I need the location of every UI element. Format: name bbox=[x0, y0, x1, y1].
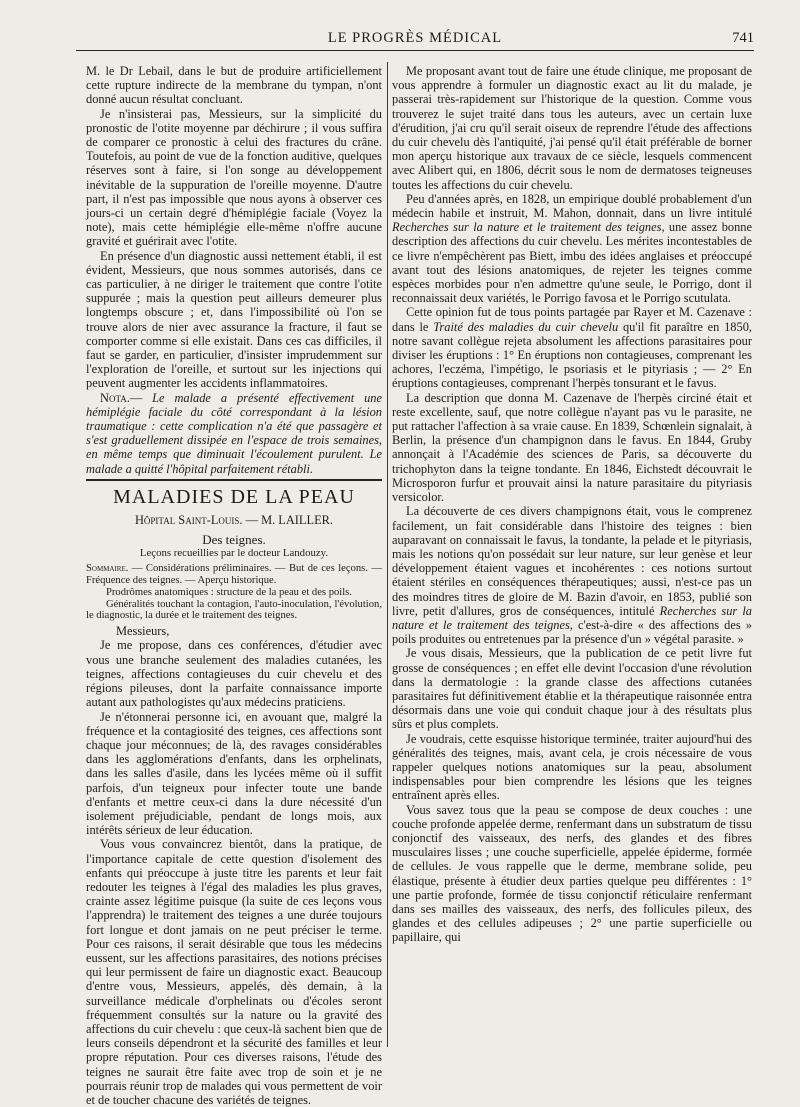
paragraph: En présence d'un diagnostic aussi nettement établi, il est évident, Messieurs, que nous sommes autorisés, dans ce cas particulier, à ne diriger le traitement que contre l'otite suppurée ; mais la question peut ailleurs demeurer plus longtemps obscure ; et, dans l'impossibilité où l'on se trouve alors de nier avec assurance la fracture, il faut se comporter comme si elle existait. Dans ces cas difficiles, il faut se garder, en particulier, d'insister imprudemment sur l'exploration de l'oreille, et surtout sur les injections qui peuvent augmenter les accidents inflammatoires. bbox=[86, 248, 382, 391]
column-divider bbox=[387, 62, 388, 1047]
paragraph: Je vous disais, Messieurs, que la publication de ce petit livre fut grosse de conséquences ; en effet elle devint l'occasion d'une révolution dans la dermatologie : la grande classe des affections cutanées parasitaires fut définitivement établie et la thérapeutique raisonnée entra désormais dans une voie qui conduit chaque jour à des résultats plus sûrs et plus complets. bbox=[392, 646, 752, 732]
note-text: Le malade a présenté effectivement une hémiplégie faciale du côté correspondant à la lésion traumatique : cette complication n'a été que passagère et s'est graduellement dissipée en l'espace de trois semaines, en même temps que diminuait l'écoulement purulent. Le malade a quitté l'hôpital parfaitement rétabli. bbox=[86, 390, 382, 476]
journal-title: LE PROGRÈS MÉDICAL bbox=[327, 30, 503, 46]
book-title: Recherches sur la nature et le traitement des teignes, bbox=[392, 603, 752, 632]
left-column bbox=[86, 64, 382, 1107]
page-number: 741 bbox=[732, 30, 754, 46]
paragraph: Me proposant avant tout de faire une étude clinique, me proposant de vous apprendre à formuler un diagnostic exact au lit du malade, je passerai très-rapidement sur l'historique de la question. Comme vous trouverez le sujet traité dans tous les auteurs, avec un certain luxe d'érudition, j'ai cru qu'il serait oiseux de reprendre l'étude des affections du cuir chevelu dès l'antiquité, j'ai pensé qu'il était préférable de borner mon aperçu historique aux travaux de ce siècle, lesquels commencent avec Alibert qui, en 1806, décrit sous le nom de dermatoses teigneuses toutes les affections du cuir chevelu. bbox=[392, 64, 752, 192]
text-run: Cette opinion fut de tous points partagée par Rayer et M. Cazenave : dans le bbox=[392, 305, 752, 334]
summary-line: Généralités touchant la contagion, l'auto-inoculation, l'évolution, le diagnostic, la durée et le traitement des teignes. bbox=[86, 598, 382, 622]
section-title: MALADIES DE LA PEAU bbox=[113, 485, 355, 508]
right-column bbox=[392, 64, 752, 945]
hospital-line: Hôpital Saint-Louis. — M. LAILLER. bbox=[134, 512, 333, 527]
paragraph: Je n'insisterai pas, Messieurs, sur la simplicité du pronostic de l'otite moyenne par déchirure ; il vous suffira de comparer ce pronostic à celui des fractures du crâne. Toutefois, au point de vue de la fonction auditive, quelques réserves sont à faire, si l'on songe au développement inévitable de la suppuration de l'oreille moyenne. D'autre part, il n'est pas impossible que nous ayons à observer ces jours-ci un certain degré d'hémiplégie faciale (Voyez la note), mais cette hémiplégie elle-même n'offre aucune gravité et guérirait avec l'otite. bbox=[86, 106, 382, 249]
salutation: Messieurs, bbox=[116, 624, 170, 639]
lecture-subtitle: Leçons recueillies par le docteur Landouzy. bbox=[139, 547, 329, 560]
text-run: La découverte de ces divers champignons était, vous le comprenez facilement, un fait considérable dans l'histoire des teignes : bien auparavant on connaissait le favus, la tondante, la pelade et le pityriasis, mais les notions qu'on possédait sur leur nature, sur leur genèse et leur développement étaient vagues et incohérentes : ces notions surtout étaient stériles en conséquences thérapeutiques; aussi, n'est-ce pas un des moindres titres de gloire de M. Bazin d'avoir, en 1853, publié son livre, petit d'allures, gros de conséquences, intitulé bbox=[392, 504, 752, 618]
book-title: Recherches sur la nature et le traitement des teignes bbox=[392, 220, 662, 235]
note-label: Nota.— bbox=[100, 390, 143, 405]
book-title: Traité des maladies du cuir chevelu bbox=[433, 319, 619, 334]
paragraph: M. le Dr Lebail, dans le but de produire artificiellement cette rupture indirecte de la membrane du tympan, n'ont donné aucun résultat concluant. bbox=[86, 64, 382, 107]
paragraph: Vous savez tous que la peau se compose de deux couches : une couche profonde appelée derme, renfermant dans un substratum de tissu conjonctif des vaisseaux, des nerfs, des glandes et des fibres musculaires lisses ; une couche superficielle, appelée épiderme, formée de cellules. Je vous rappelle que le derme, membrane solide, peu élastique, présente à étudier deux parties quelque peu différentes : 1° une partie profonde, formée de tissu conjonctif réticulaire renfermant dans ses mailles des vaisseaux, des nerfs, des follicules pileux, des glandes et des cellules adipeuses ; 2° une partie superficielle ou papillaire, qui bbox=[392, 802, 752, 945]
summary-label: Sommaire. bbox=[86, 563, 129, 575]
paragraph bbox=[392, 504, 752, 646]
text-run: c'est-à-dire « des affections des » poils produites ou entretenues par la présence d'un » végétal parasite. » bbox=[392, 617, 752, 647]
paragraph: La description que donna M. Cazenave de l'herpès circiné était et reste excellente, sauf, que notre collègue n'ayant pas vu le parasite, ne put rattacher l'affection à sa vraie cause. En 1839, Schœnlein signalait, à Berlin, la présence d'un champignon dans le favus. En 1844, Gruby annonçait à l'Académie des sciences de Paris, sa découverte du trichophyton dans la teigne tondante. En 1846, Eichstedt découvrait le Microsporon furfur et prouvait ainsi la nature parasitaire du pityriasis versicolor. bbox=[392, 390, 752, 505]
summary-text: — Considérations préliminaires. — But de ces leçons. — Fréquence des teignes. — Aperçu historique. bbox=[86, 563, 382, 587]
section-rule bbox=[86, 479, 382, 481]
summary bbox=[86, 563, 382, 622]
paragraph: Vous vous convaincrez bientôt, dans la pratique, de l'importance capitale de cette question d'isolement des enfants qui préoccupe à juste titre les parents et leur fait redouter les teignes à l'égal des maladies les plus graves, crainte assez légitime puisque (la suite de ces leçons vous l'apprendra) le traitement des teignes a une durée toujours fort longue et dont jamais on ne peut préciser le terme. Pour ces raisons, il serait désirable que tous les médecins eussent, sur les affections parasitaires, des notions précises qui leur permissent de faire un diagnostic exact. Beaucoup d'entre vous, Messieurs, appelés, dès demain, à la surveillance médicale d'orphelinats ou d'écoles seront fréquemment consultés sur la nature ou la gravité des affections du cuir chevelu : que ceux-là sachent bien que de leurs conseils dépendront et la sécurité des familles et leur propre réputation. Pour ces diverses raisons, l'étude des teignes ne saurait être faite avec trop de soin et je ne pourrais réunir trop de malades qui vous permettent de voir et de toucher chacune des variétés de teignes. bbox=[86, 837, 382, 1107]
note bbox=[86, 391, 382, 476]
text-run: qu'il fit paraître en 1850, notre savant collègue rejeta absolument les affections parasitaires pour diviser les éruptions : 1° En éruptions non contagieuses, comprenant les achores, l'eczéma, l'impétigo, le psoriasis et le pityriasis ; — 2° En éruptions contagieuses, comprenant l'herpès tonsurant et le favus. bbox=[392, 319, 752, 391]
paragraph: Je me propose, dans ces conférences, d'étudier avec vous une branche seulement des maladies cutanées, les teignes, affections contagieuses du cuir chevelu et des régions pileuses, dont la parfaite connaissance importe autant aux pathologistes qu'aux médecins praticiens. bbox=[86, 638, 382, 710]
paragraph: Je voudrais, cette esquisse historique terminée, traiter aujourd'hui des généralités des teignes, mais, avant cela, je crois nécessaire de vous rappeler quelques notions anatomiques sur la peau, absolument indispensables pour bien comprendre les lésions que les teignes entraînent après elles. bbox=[392, 731, 752, 803]
text-run: Peu d'années après, en 1828, un empirique doublé probablement d'un médecin habile et instruit, M. Mahon, donnait, dans un livre intitulé bbox=[392, 191, 752, 221]
summary-line bbox=[86, 563, 382, 587]
paragraph: Je n'étonnerai personne ici, en avouant que, malgré la fréquence et la contagiosité des teignes, ces affections sont chaque jour méconnues; de là, des ravages considérables dans les agglomérations d'enfants, dans les orphelinats, dans les salles d'asile, dans les lycées même où il suffit parfois, d'un teigneux pour infecter toute une bande d'enfants et mettre ceux-ci dans la dure nécessité d'un isolement préjudiciable, pendant de longs mois, aux intérêts sérieux de leur éducation. bbox=[86, 709, 382, 838]
paragraph bbox=[392, 192, 752, 306]
lecture-title: Des teignes. bbox=[202, 532, 266, 548]
summary-line: Prodrômes anatomiques : structure de la peau et des poils. bbox=[106, 586, 352, 598]
text-run: , une assez bonne description des affections du cuir chevelu. Les mérites incontestables de ce livre n'empêchèrent pas Biett, imbu des idées anglaises et préoccupé avant tout des lésions anatomiques, de rejeter les teignes comme espèces morbides pour n'en admettre qu'une seule, le Porrigo, dont il reconnaissait deux variétés, le Porrigo favosa et le Porrigo scutulata. bbox=[392, 220, 752, 306]
running-header bbox=[76, 28, 754, 51]
paragraph bbox=[392, 305, 752, 390]
